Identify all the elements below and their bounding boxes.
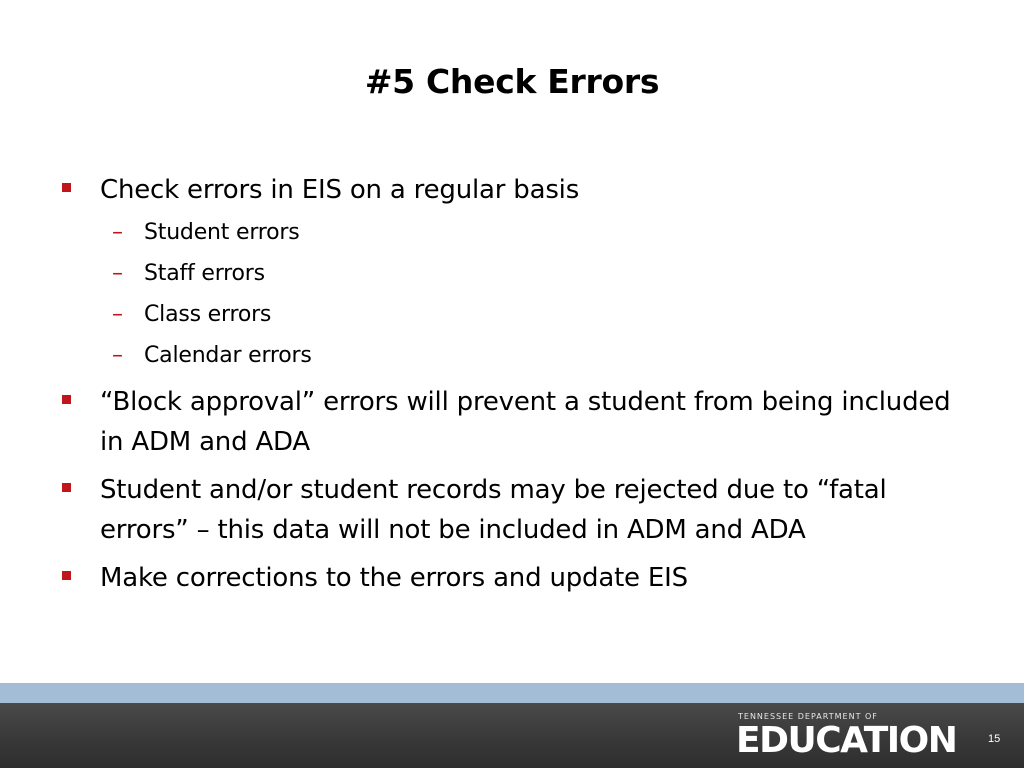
bullet-square-icon [62,183,71,192]
sub-list [62,212,972,376]
slide-title: #5 Check Errors [364,62,660,101]
bullet-text: Student and/or student records may be rejected due to “fatal errors” – this data will not be included in ADM and ADA [100,475,887,545]
bullet-text: Check errors in EIS on a regular basis [100,175,580,205]
sub-item-text: Class errors [144,302,272,327]
sub-item-text: Staff errors [144,261,265,286]
dash-icon: – [112,261,123,286]
bullet-item [62,382,972,462]
sub-item-text: Student errors [144,220,300,245]
logo-education-text: EDUCATION [736,720,957,761]
bullet-item [62,470,972,550]
dash-icon: – [112,220,123,245]
dash-icon: – [112,302,123,327]
slide-body [62,170,972,606]
bullet-item [62,558,972,598]
footer-accent-band [0,683,1024,703]
sub-item [62,294,972,335]
bullet-square-icon [62,483,71,492]
tennessee-education-logo [736,712,974,761]
page-number: 15 [988,733,1001,745]
bullet-square-icon [62,395,71,404]
sub-item-text: Calendar errors [144,343,312,368]
dash-icon: – [112,343,123,368]
sub-item [62,335,972,376]
sub-item [62,212,972,253]
bullet-text: “Block approval” errors will prevent a student from being included in ADM and ADA [100,387,951,457]
bullet-square-icon [62,571,71,580]
bullet-item [62,170,972,210]
sub-item [62,253,972,294]
logo-department-text: TENNESSEE DEPARTMENT OF [738,712,878,721]
bullet-text: Make corrections to the errors and update EIS [100,563,688,593]
